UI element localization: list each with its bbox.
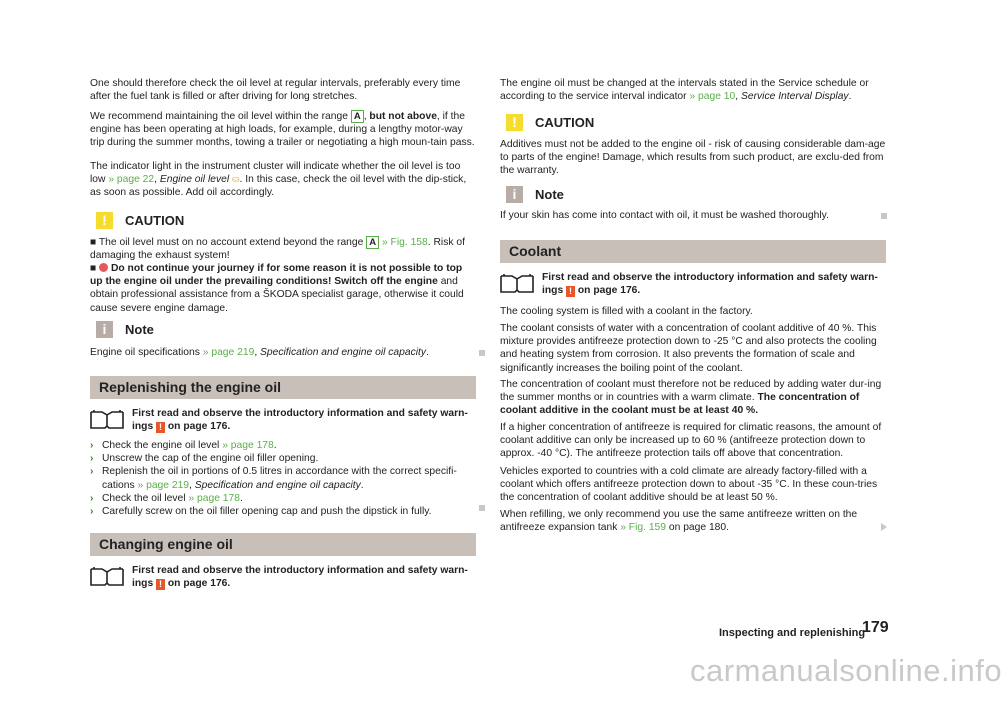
- text-run: ,: [254, 347, 261, 358]
- section-end-mark: [881, 213, 887, 219]
- right-column: [500, 0, 886, 620]
- section-end-mark: [479, 350, 485, 356]
- text-run: on page 176.: [165, 578, 231, 590]
- note-title: Note: [125, 321, 154, 337]
- paragraph-indicator-light: [90, 160, 476, 200]
- note-text: [90, 346, 476, 359]
- text-run: First read and observe the introductory information and safety warn-ings: [132, 565, 468, 590]
- text-run: ,: [363, 111, 370, 122]
- page-link[interactable]: » Fig. 158: [381, 237, 428, 248]
- step-text: [102, 453, 318, 464]
- step-arrow-icon: ›: [90, 492, 94, 504]
- step-item: [90, 465, 476, 491]
- text-run: The coolant consists of water with a concentration of coolant additive of 40 %. This mixture provides antifreeze protection down to -25 °C and also protects the cooling and heating system from corrosion. It also prevents the formation of scale and significantly increases the boiling point of the coolant.: [500, 323, 877, 374]
- paragraph-cold-climate: [500, 465, 886, 505]
- text-run: Replenish the oil in portions of 0.5 litres in accordance with the correct specifi-cations: [102, 466, 457, 491]
- page-link[interactable]: » page 178: [222, 440, 274, 451]
- text-run: If a higher concentration of antifreeze is required for climatic reasons, the amount of coolant additive can only be increased up to 60 % (antifreeze protection down to approx. -40 °C). The antifreeze protection tails off above that concentration.: [500, 422, 882, 460]
- text-run: ,: [154, 174, 160, 186]
- text-run: Unscrew the cap of the engine oil filler opening.: [102, 453, 319, 465]
- footer-section-title: Inspecting and replenishing: [719, 627, 866, 639]
- step-text: [102, 506, 432, 517]
- text-run: . In this case, check the oil level with the dip-stick, as soon as possible. Add oil accordingly.: [90, 174, 467, 199]
- paragraph-coolant-concentration: [500, 378, 886, 418]
- italic-text: Engine oil level: [159, 174, 230, 186]
- italic-text: Specification and engine oil capacity: [194, 479, 361, 491]
- page-number: 179: [862, 619, 889, 636]
- text-run: ,: [735, 91, 741, 103]
- caution-title: CAUTION: [125, 212, 185, 228]
- page-link[interactable]: » page 219: [137, 479, 190, 491]
- italic-text: Service Interval Display: [741, 91, 849, 103]
- text-run: Vehicles exported to countries with a cold climate are already factory-filled with a coolant which offers antifreeze protection down to about -35 °C. In these coun-tries the concentration of coolant additive should be at least 50 %.: [500, 466, 878, 504]
- warning-icon: !: [156, 579, 165, 590]
- warning-icon: !: [566, 286, 575, 297]
- bold-text: but not above: [369, 111, 437, 122]
- caution-text: [500, 138, 886, 178]
- safety-reference-text: [132, 407, 476, 433]
- stop-icon: [99, 263, 108, 272]
- italic-text: Specification and engine oil capacity: [260, 347, 427, 358]
- safety-reference-text: [542, 271, 886, 297]
- note-text: [500, 209, 886, 222]
- section-title-replenishing: Replenishing the engine oil: [90, 376, 476, 399]
- step-arrow-icon: ›: [90, 506, 94, 518]
- text-run: Additives must not be added to the engine oil - risk of causing considerable dam-age to parts of the engine! Damage, which results from such product, are exclu-ded from the warranty.: [500, 139, 886, 177]
- text-run: The concentration of coolant must therefore not be reduced by adding water dur-ing the summer months or in countries with a warm climate.: [500, 379, 882, 404]
- text-run: The cooling system is filled with a coolant in the factory.: [500, 306, 753, 317]
- text-run: and obtain professional assistance from a ŠKODA specialist garage, otherwise it could cause severe engine damage.: [90, 276, 464, 314]
- text-run: ■: [90, 263, 100, 274]
- paragraph-higher-concentration: [500, 421, 886, 461]
- paragraph-check-oil: [90, 77, 476, 103]
- text-run: on page 176.: [165, 421, 231, 433]
- step-text: [102, 466, 457, 490]
- text-run: Check the engine oil level: [102, 440, 223, 451]
- text-run: The engine oil must be changed at the intervals stated in the Service schedule or according to the service interval indicator: [500, 78, 869, 103]
- paragraph-oil-change-intervals: [500, 77, 886, 103]
- page-link[interactable]: » page 219: [202, 347, 255, 358]
- page-link[interactable]: » Fig. 159: [620, 522, 667, 534]
- step-item: [90, 505, 476, 518]
- text-run: , if the engine has been operating at high loads, for example, during a lengthy motor-way trip during the summer months, towing a trailer or negotiating a high moun-tain pass.: [90, 111, 475, 149]
- text-run: .: [360, 479, 364, 491]
- bold-text: Do not continue your journey if for some reason it is not possible to top up the engine oil under the prevailing conditions! Switch off the engine: [90, 263, 463, 288]
- text-run: When refilling, we only recommend you use the same antifreeze written on the antifreeze expansion tank: [500, 509, 858, 534]
- text-run: on page 180.: [666, 522, 729, 534]
- note-title: Note: [535, 186, 564, 202]
- page-link[interactable]: » page 178: [188, 492, 240, 504]
- paragraph-coolant-composition: [500, 322, 886, 375]
- oil-level-icon: ⛀: [232, 174, 240, 185]
- step-item: [90, 439, 476, 452]
- continue-arrow-icon: [881, 523, 887, 531]
- paragraph-coolant-factory: [500, 305, 886, 318]
- text-run: ,: [189, 479, 195, 491]
- book-icon: [90, 409, 124, 429]
- step-item: [90, 452, 476, 465]
- caution-item: [90, 236, 476, 262]
- caution-title: CAUTION: [535, 114, 595, 130]
- note-heading: [506, 186, 564, 203]
- caution-heading: [506, 114, 594, 131]
- info-icon: i: [506, 186, 523, 203]
- text-run: First read and observe the introductory information and safety warn-ings: [542, 272, 878, 297]
- page-link[interactable]: » page 22: [108, 174, 155, 186]
- text-run: We recommend maintaining the oil level within the range: [90, 111, 351, 122]
- section-end-mark: [479, 505, 485, 511]
- text-run: Carefully screw on the oil filler opening cap and push the dipstick in fully.: [102, 506, 432, 518]
- caution-heading: [96, 212, 184, 229]
- text-run: .: [426, 347, 429, 358]
- caution-icon: !: [96, 212, 113, 229]
- steps-list: [90, 439, 476, 518]
- range-marker: A: [351, 110, 364, 123]
- section-title-changing-oil: Changing engine oil: [90, 533, 476, 556]
- text-run: on page 176.: [575, 285, 641, 297]
- caution-item: [90, 262, 476, 315]
- bold-text: The concentration of coolant additive in the coolant must be at least 40 %.: [500, 392, 860, 417]
- watermark: carmanualsonline.info: [690, 653, 1002, 688]
- step-arrow-icon: ›: [90, 453, 94, 465]
- range-marker: A: [366, 236, 379, 249]
- text-run: First read and observe the introductory information and safety warn-ings: [132, 408, 468, 433]
- text-run: .: [273, 440, 277, 451]
- step-arrow-icon: ›: [90, 466, 94, 478]
- text-run: If your skin has come into contact with oil, it must be washed thoroughly.: [500, 210, 829, 221]
- paragraph-refilling: [500, 508, 886, 534]
- text-run: Engine oil specifications: [90, 347, 203, 358]
- book-icon: [500, 273, 534, 293]
- safety-reference-text: [132, 564, 476, 590]
- step-item: [90, 492, 476, 505]
- section-title-coolant: Coolant: [500, 240, 886, 263]
- warning-icon: !: [156, 422, 165, 433]
- step-text: [102, 440, 277, 451]
- book-icon: [90, 566, 124, 586]
- caution-icon: !: [506, 114, 523, 131]
- left-column: [90, 0, 476, 620]
- text-run: . Risk of damaging the exhaust system!: [90, 237, 465, 262]
- step-arrow-icon: ›: [90, 440, 94, 451]
- text-run: One should therefore check the oil level at regular intervals, preferably every time after the fuel tank is filled or after driving for long stretches.: [90, 78, 461, 103]
- info-icon: i: [96, 321, 113, 338]
- text-run: ■ The oil level must on no account extend beyond the range: [90, 237, 367, 248]
- paragraph-recommend-range: [90, 110, 476, 150]
- text-run: The indicator light in the instrument cluster will indicate whether the oil level is too low: [90, 161, 461, 186]
- text-run: .: [848, 91, 852, 103]
- text-run: .: [239, 492, 243, 504]
- step-text: [102, 493, 243, 504]
- page-link[interactable]: » page 10: [689, 91, 736, 103]
- text-run: Check the oil level: [102, 492, 189, 504]
- note-heading: [96, 321, 154, 338]
